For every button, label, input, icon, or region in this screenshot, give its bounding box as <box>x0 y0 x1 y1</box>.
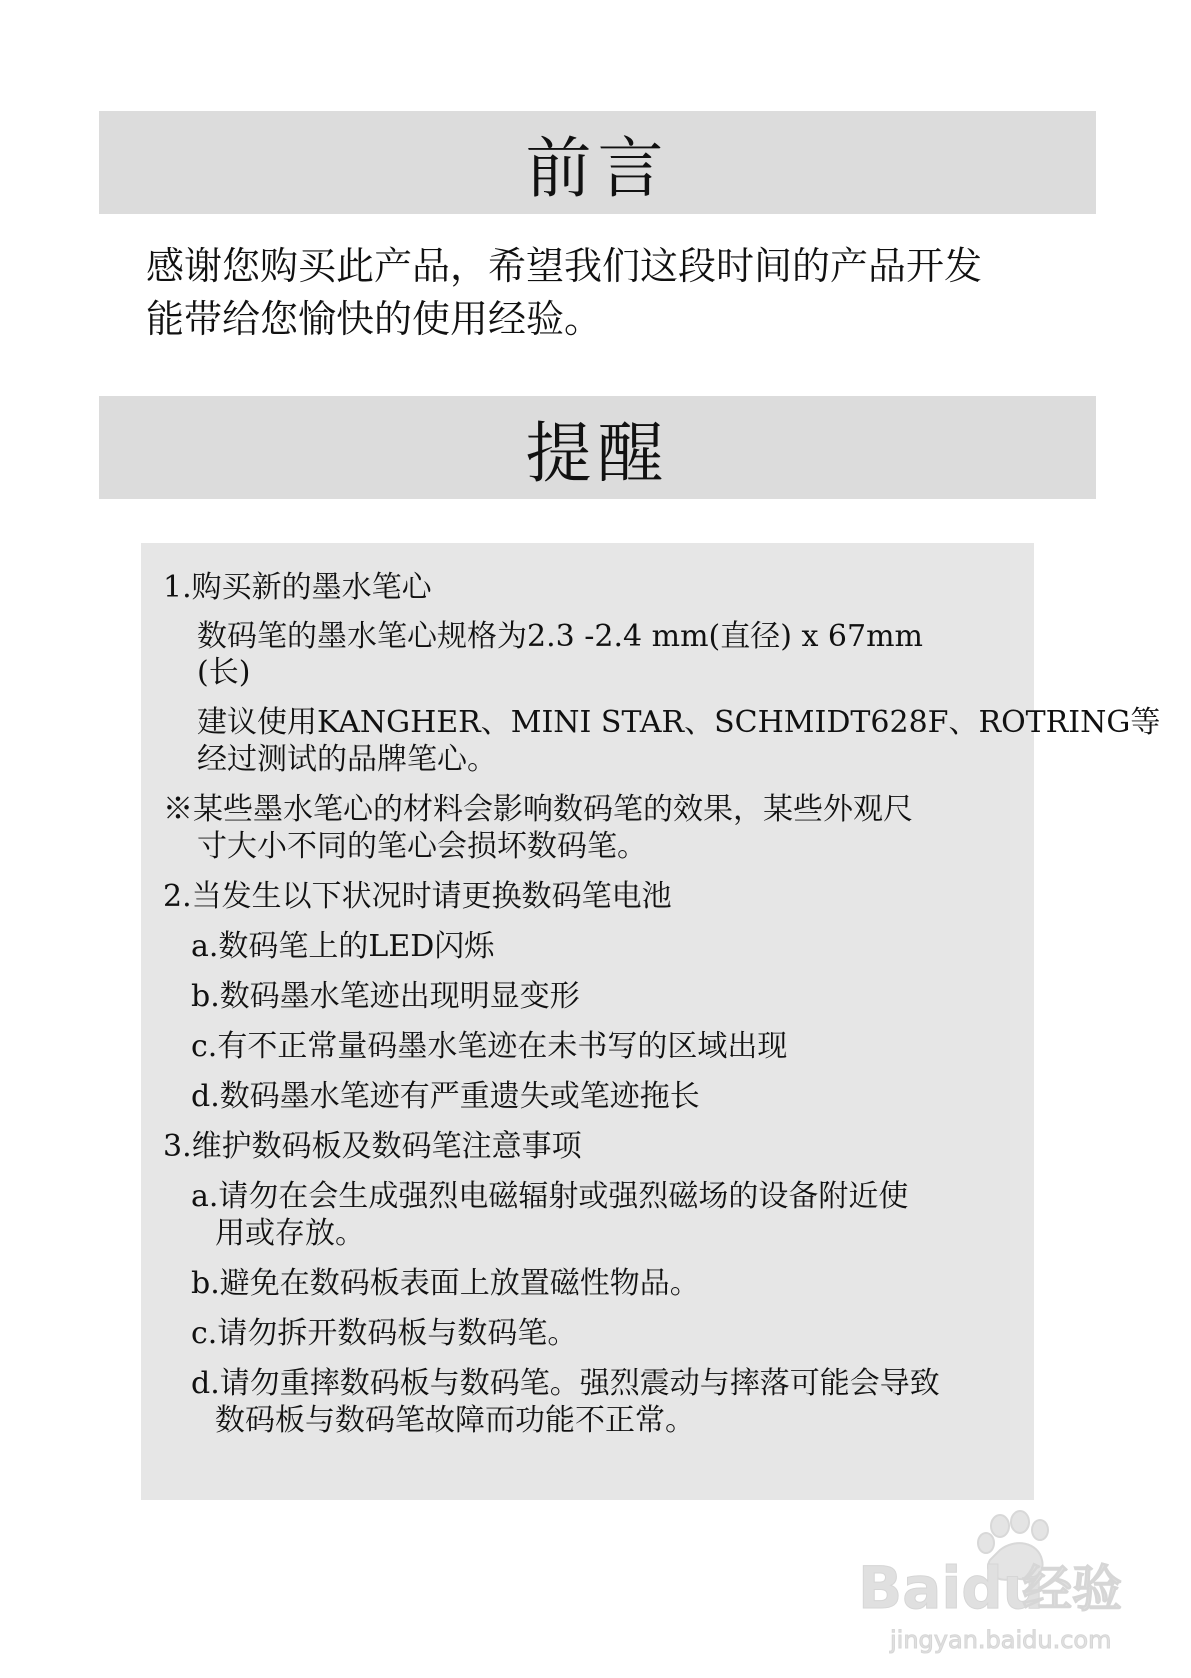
item3-title: 3.维护数码板及数码笔注意事项 <box>163 1129 582 1164</box>
warning-line2: 寸大小不同的笔心会损坏数码笔。 <box>197 829 647 864</box>
item3-d-line2: 数码板与数码笔故障而功能不正常。 <box>215 1403 695 1438</box>
item3-c: c.请勿拆开数码板与数码笔。 <box>191 1316 578 1351</box>
item2-c: c.有不正常量码墨水笔迹在未书写的区域出现 <box>191 1029 788 1064</box>
reminder-title: 提醒 <box>525 415 670 492</box>
item1-brands-line2: 经过测试的品牌笔心。 <box>197 742 497 777</box>
intro-paragraph <box>146 240 1046 346</box>
item3-a-line2: 用或存放。 <box>215 1216 365 1251</box>
reminder-heading-band <box>99 396 1096 499</box>
item1-spec-line2: (长) <box>197 655 251 690</box>
reminder-notes-box <box>141 543 1161 1500</box>
item2-a: a.数码笔上的LED闪烁 <box>191 929 495 964</box>
watermark-brand-cn: 经验 <box>1022 1560 1122 1618</box>
item1-spec-line1: 数码笔的墨水笔心规格为2.3 -2.4 mm(直径) x 67mm <box>197 619 923 654</box>
preface-heading-band <box>99 111 1096 214</box>
item2-d: d.数码墨水笔迹有严重遗失或笔迹拖长 <box>191 1079 700 1114</box>
item2-b: b.数码墨水笔迹出现明显变形 <box>191 979 580 1014</box>
item3-b: b.避免在数码板表面上放置磁性物品。 <box>191 1266 700 1301</box>
baidu-watermark <box>850 1508 1170 1658</box>
warning-line1: ※某些墨水笔心的材料会影响数码笔的效果，某些外观尺 <box>163 792 913 827</box>
item1-brands-line1: 建议使用KANGHER、MINI STAR、SCHMIDT628F、ROTRING等 <box>197 705 1161 740</box>
item2-title: 2.当发生以下状况时请更换数码笔电池 <box>163 879 672 914</box>
watermark-brand: Baidu <box>858 1554 1045 1622</box>
item3-a-line1: a.请勿在会生成强烈电磁辐射或强烈磁场的设备附近使 <box>191 1179 909 1214</box>
preface-title: 前言 <box>525 130 670 207</box>
watermark-url: jingyan.baidu.com <box>890 1626 1112 1654</box>
intro-line-1: 感谢您购买此产品，希望我们这段时间的产品开发 <box>146 244 983 288</box>
intro-line-2: 能带给您愉快的使用经验。 <box>146 297 603 341</box>
item3-d-line1: d.请勿重摔数码板与数码笔。强烈震动与摔落可能会导致 <box>191 1366 940 1401</box>
paw-logo-icon <box>850 1508 1170 1658</box>
item1-title: 1.购买新的墨水笔心 <box>163 570 432 605</box>
